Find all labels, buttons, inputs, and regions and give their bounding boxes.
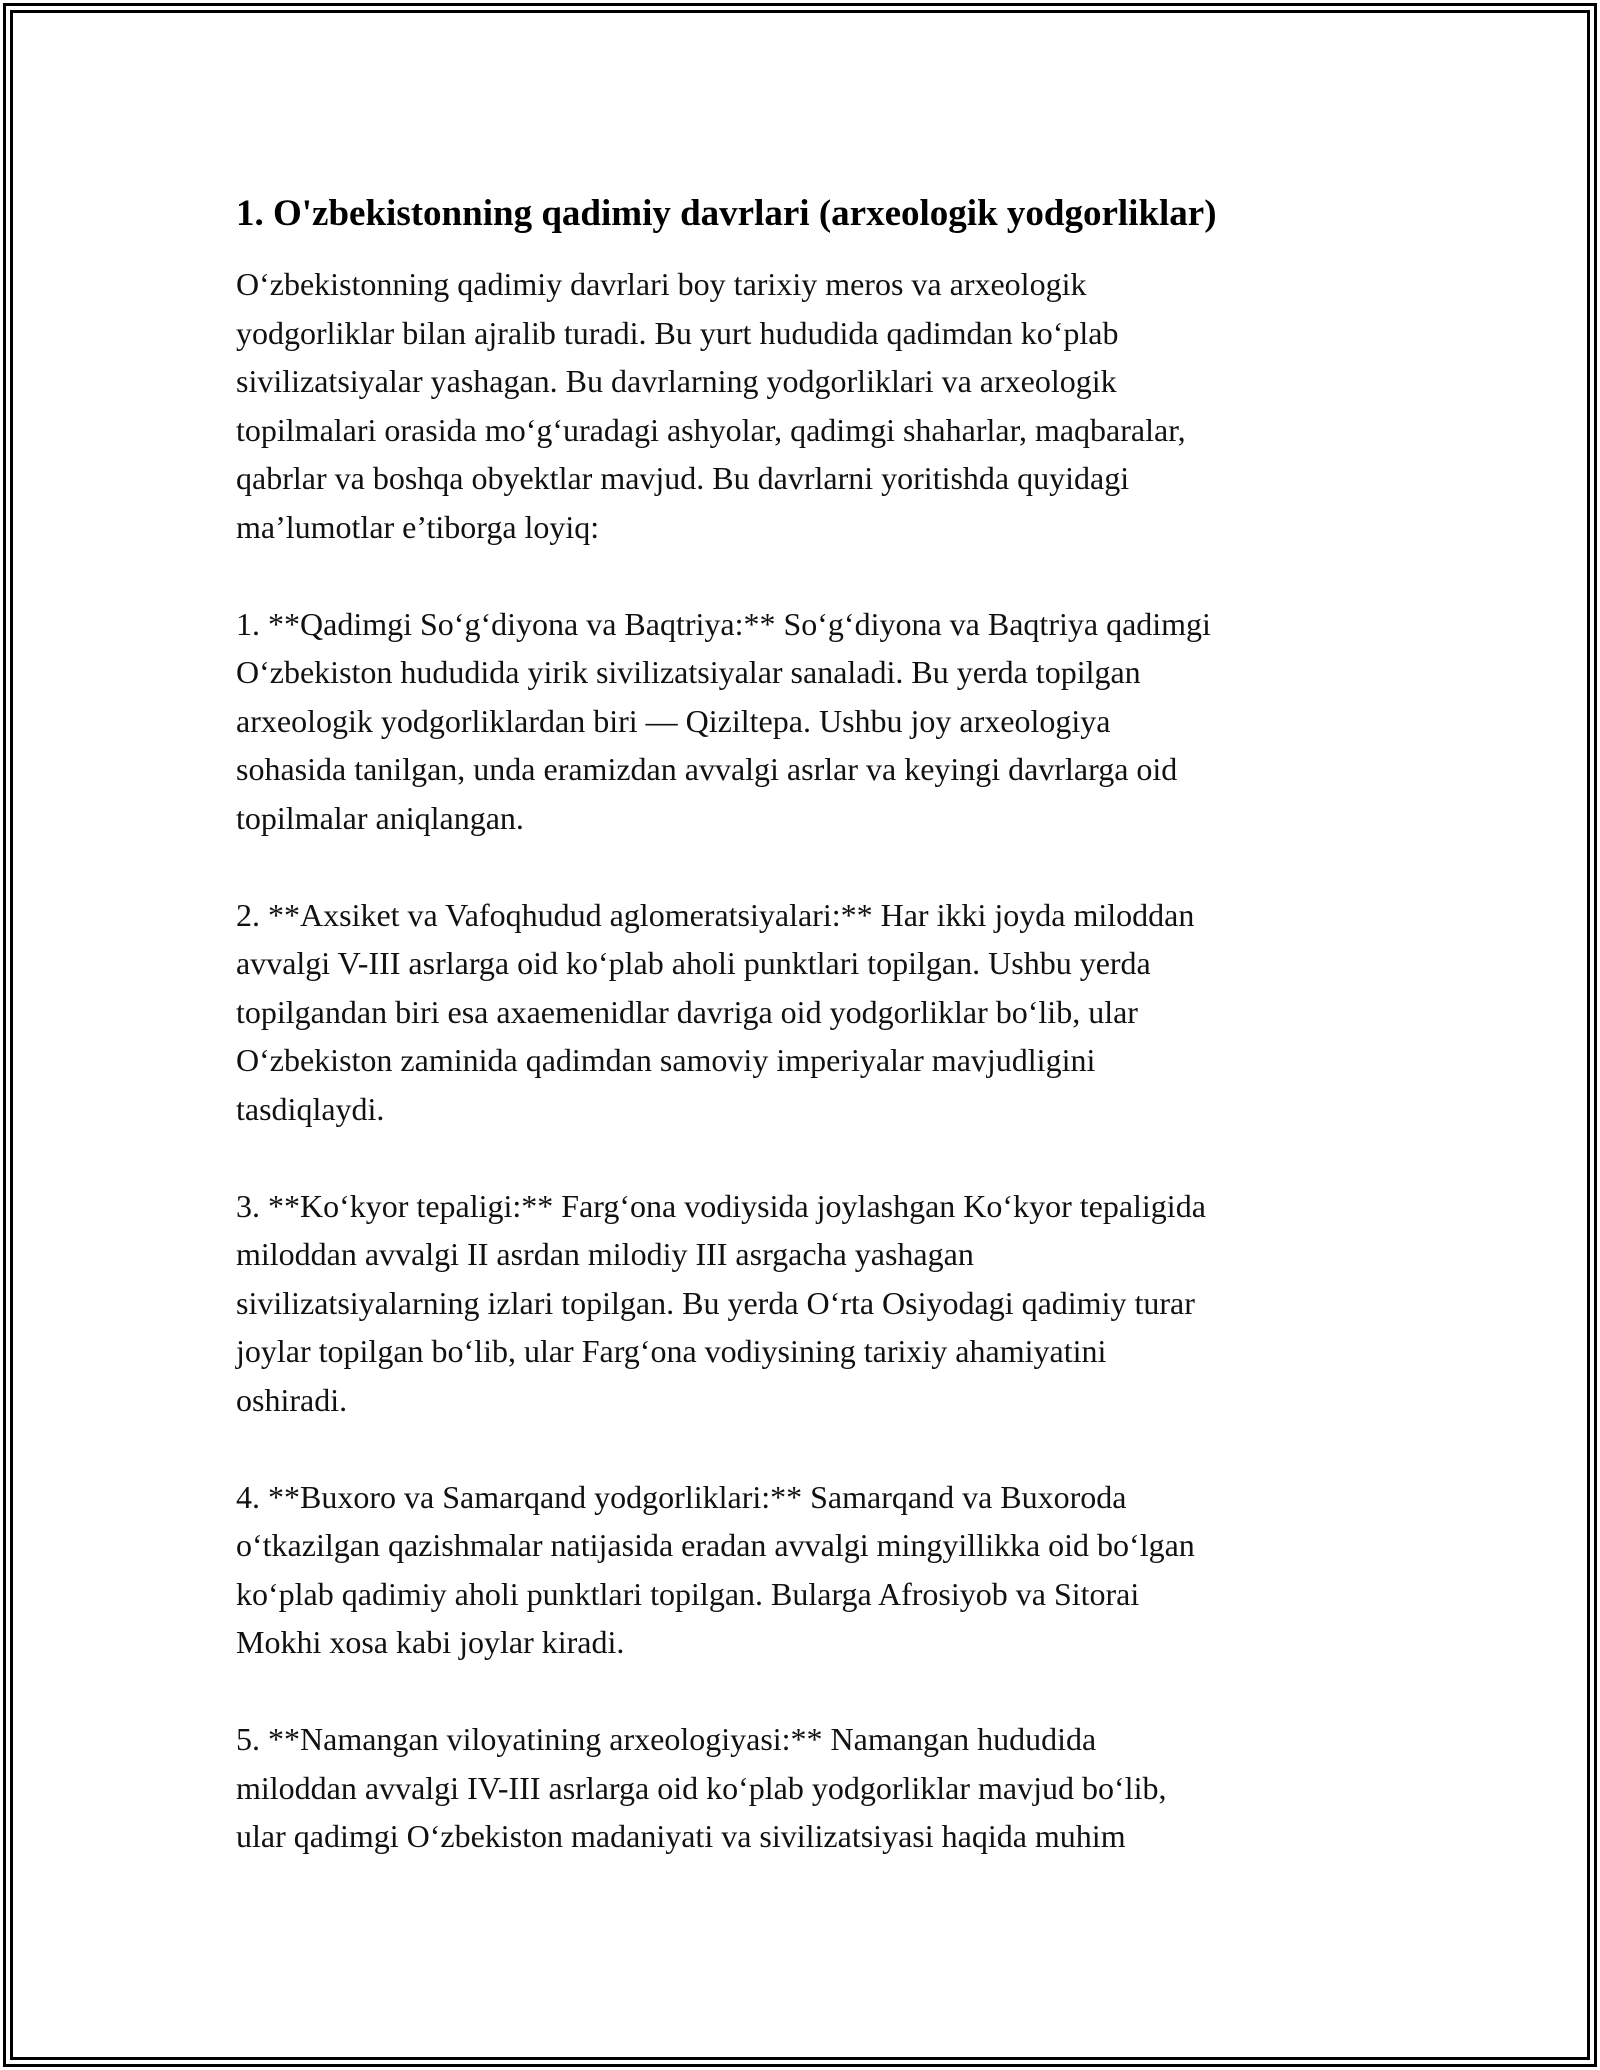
list-item-line: sivilizatsiyalarning izlari topilgan. Bu yerda O‘rta Osiyodagi qadimiy turar <box>236 1284 1195 1321</box>
list-item-line: topilmalar aniqlangan. <box>236 799 524 836</box>
list-item-kokyor <box>236 1182 1366 1425</box>
list-item-line: arxeologik yodgorliklardan biri — Qiziltepa. Ushbu joy arxeologiya <box>236 702 1111 739</box>
list-item-axsiket <box>236 891 1366 1134</box>
paragraph-gap <box>236 842 1366 891</box>
paragraph-gap <box>236 1424 1366 1473</box>
intro-line: topilmalari orasida mo‘g‘uradagi ashyolar, qadimgi shaharlar, maqbaralar, <box>236 411 1186 448</box>
list-item-line: o‘tkazilgan qazishmalar natijasida eradan avvalgi mingyillikka oid bo‘lgan <box>236 1527 1195 1563</box>
paragraph-gap <box>236 551 1366 600</box>
intro-line: qabrlar va boshqa obyektlar mavjud. Bu davrlarni yoritishda quyidagi <box>236 460 1130 496</box>
list-item-line: 1. **Qadimgi So‘g‘diyona va Baqtriya:** So‘g‘diyona va Baqtriya qadimgi <box>236 605 1211 642</box>
list-item-line: miloddan avvalgi IV-III asrlarga oid ko‘plab yodgorliklar mavjud bo‘lib, <box>236 1769 1167 1806</box>
list-item-line: 4. **Buxoro va Samarqand yodgorliklari:** Samarqand va Buxoroda <box>236 1478 1127 1515</box>
list-item-line: topilgandan biri esa axaemenidlar davriga oid yodgorliklar bo‘lib, ular <box>236 993 1138 1030</box>
list-item-line: 5. **Namangan viloyatining arxeologiyasi:** Namangan hududida <box>236 1721 1097 1757</box>
paragraph-gap <box>236 1667 1366 1716</box>
list-item-namangan <box>236 1715 1366 1861</box>
list-item-line: oshiradi. <box>236 1381 348 1418</box>
list-item-line: sohasida tanilgan, unda eramizdan avvalgi asrlar va keyingi davrlarga oid <box>236 751 1178 787</box>
list-item-line: 3. **Ko‘kyor tepaligi:** Farg‘ona vodiysida joylashgan Ko‘kyor tepaligida <box>236 1187 1206 1224</box>
intro-line: sivilizatsiyalar yashagan. Bu davrlarning yodgorliklari va arxeologik <box>236 363 1117 399</box>
list-item-line: tasdiqlaydi. <box>236 1090 385 1127</box>
list-item-line: Mokhi xosa kabi joylar kiradi. <box>236 1624 625 1660</box>
document-body <box>236 188 1366 1861</box>
list-item-line: miloddan avvalgi II asrdan milodiy III asrgacha yashagan <box>236 1236 974 1272</box>
intro-line: yodgorliklar bilan ajralib turadi. Bu yurt hududida qadimdan ko‘plab <box>236 314 1119 351</box>
list-item-line: O‘zbekiston hududida yirik sivilizatsiyalar sanaladi. Bu yerda topilgan <box>236 654 1141 690</box>
list-item-line: ular qadimgi O‘zbekiston madaniyati va sivilizatsiyasi haqida muhim <box>236 1818 1126 1854</box>
list-item-line: O‘zbekiston zaminida qadimdan samoviy imperiyalar mavjudligini <box>236 1042 1096 1078</box>
list-item-sogdiana-bactria <box>236 600 1366 843</box>
intro-line: ma’lumotlar e’tiborga loyiq: <box>236 508 600 545</box>
list-item-line: joylar topilgan bo‘lib, ular Farg‘ona vodiysining tarixiy ahamiyatini <box>236 1333 1107 1369</box>
list-item-line: avvalgi V-III asrlarga oid ko‘plab aholi punktlari topilgan. Ushbu yerda <box>236 945 1151 981</box>
list-item-line: ko‘plab qadimiy aholi punktlari topilgan. Bularga Afrosiyob va Sitorai <box>236 1575 1140 1612</box>
intro-line: O‘zbekistonning qadimiy davrlari boy tarixiy meros va arxeologik <box>236 266 1087 302</box>
document-title: 1. O'zbekistonning qadimiy davrlari (arxeologik yodgorliklar) <box>236 193 1217 234</box>
intro-paragraph <box>236 260 1366 551</box>
paragraph-gap <box>236 1133 1366 1182</box>
list-item-bukhara-samarkand <box>236 1473 1366 1667</box>
list-item-line: 2. **Axsiket va Vafoqhudud aglomeratsiyalari:** Har ikki joyda miloddan <box>236 896 1195 933</box>
